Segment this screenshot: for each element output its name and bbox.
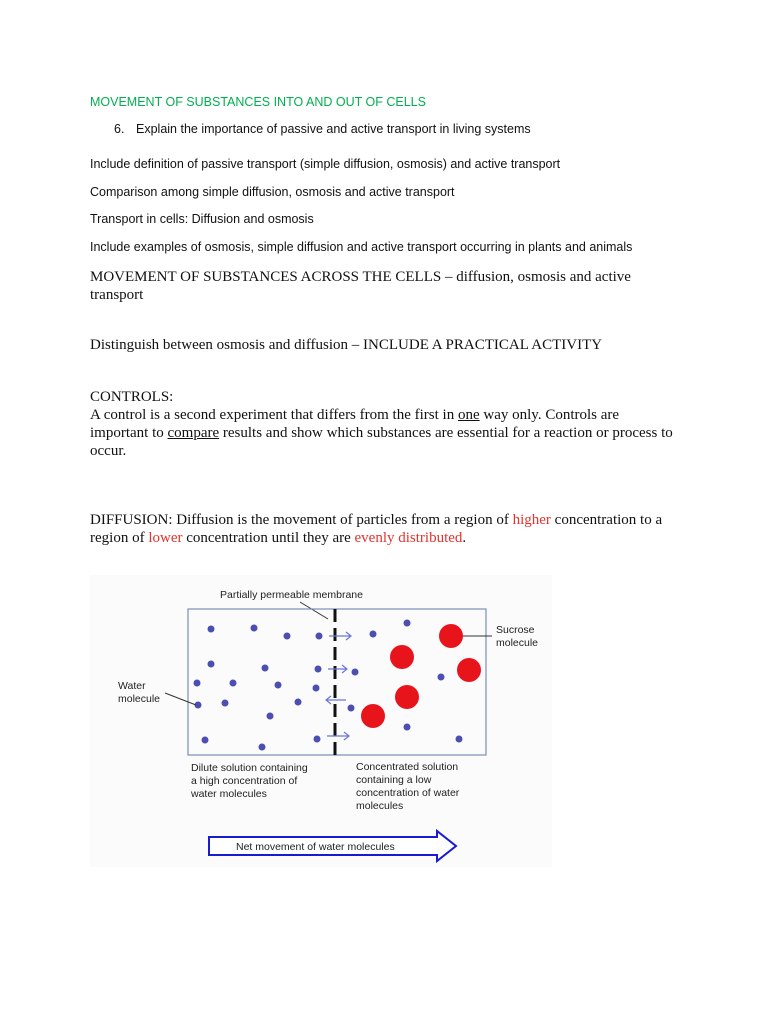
controls-text: way only. Controls are [479, 407, 620, 423]
question-text: Explain the importance of passive and active transport in living systems [136, 122, 531, 136]
water-molecule [251, 625, 258, 632]
water-molecule [222, 700, 229, 707]
water-molecule [404, 620, 411, 627]
diffusion-text: concentration to a [550, 512, 663, 528]
controls-text: A control is a second experiment that differs from the first in [90, 407, 458, 423]
water-molecule [348, 705, 355, 712]
water-molecule [194, 680, 201, 687]
diffusion-text: region of [90, 530, 149, 546]
controls-text: important to [90, 425, 168, 441]
sucrose-molecule [457, 658, 481, 682]
water-molecule [352, 669, 359, 676]
bullet-examples: Include examples of osmosis, simple diffusion and active transport occurring in plants and animals [90, 240, 633, 254]
water-molecule [313, 685, 320, 692]
water-molecule [316, 633, 323, 640]
diffusion-line2 [90, 529, 466, 547]
water-molecule [262, 665, 269, 672]
dilute-label-line1: Dilute solution containing [191, 762, 308, 774]
sucrose-molecule [361, 704, 385, 728]
water-molecule [267, 713, 274, 720]
controls-line2 [90, 424, 673, 442]
water-label-line2: molecule [118, 693, 161, 705]
controls-text: results and show which substances are essential for a reaction or process to [219, 425, 673, 441]
water-molecule [370, 631, 377, 638]
controls-line3: occur. [90, 443, 127, 459]
diffusion-text: concentration until they are [182, 530, 355, 546]
water-molecule [208, 626, 215, 633]
water-molecule [284, 633, 291, 640]
sucrose-molecule [439, 624, 463, 648]
sucrose-molecule [395, 685, 419, 709]
distinguish-line: Distinguish between osmosis and diffusion – INCLUDE A PRACTICAL ACTIVITY [90, 337, 603, 353]
question-6 [114, 122, 531, 136]
question-number: 6. [114, 122, 125, 136]
section-heading-line1: MOVEMENT OF SUBSTANCES ACROSS THE CELLS – diffusion, osmosis and active [90, 269, 631, 285]
net-movement-label: Net movement of water molecules [236, 841, 395, 853]
diffusion-higher: higher [512, 512, 551, 528]
page-heading: MOVEMENT OF SUBSTANCES INTO AND OUT OF CELLS [90, 95, 426, 109]
concentrated-label-line1: Concentrated solution [356, 761, 459, 773]
water-molecule [438, 674, 445, 681]
sucrose-label-line1: Sucrose [496, 624, 535, 636]
water-molecule [314, 736, 321, 743]
water-molecule [259, 744, 266, 751]
bullet-comparison: Comparison among simple diffusion, osmosis and active transport [90, 185, 455, 199]
bullet-transport-in-cells: Transport in cells: Diffusion and osmosis [90, 212, 314, 226]
water-molecule [404, 724, 411, 731]
diffusion-text: DIFFUSION: Diffusion is the movement of particles from a region of [90, 512, 513, 528]
water-molecule [456, 736, 463, 743]
bullet-definition: Include definition of passive transport (simple diffusion, osmosis) and active transport [90, 157, 561, 171]
water-molecule [275, 682, 282, 689]
diffusion-evenly-distributed: evenly distributed [354, 530, 463, 546]
water-molecule [315, 666, 322, 673]
controls-line1 [90, 406, 619, 424]
diffusion-line1 [90, 511, 662, 529]
osmosis-diagram [90, 575, 552, 867]
dilute-label-line2: a high concentration of [191, 775, 298, 787]
water-molecule [202, 737, 209, 744]
diffusion-text: . [462, 530, 467, 546]
diagram-background [90, 575, 552, 867]
controls-underline-one: one [457, 407, 480, 423]
diffusion-lower: lower [148, 530, 183, 546]
water-label-line1: Water [118, 680, 146, 692]
section-heading-line2: transport [90, 287, 144, 303]
water-molecule [295, 699, 302, 706]
concentrated-label-line3: concentration of water [356, 787, 460, 799]
dilute-label-line3: water molecules [191, 788, 267, 800]
water-molecule [230, 680, 237, 687]
sucrose-label-line2: molecule [496, 637, 539, 649]
controls-underline-compare: compare [167, 425, 220, 441]
concentrated-label-line2: containing a low [356, 774, 432, 786]
concentrated-label-line4: molecules [356, 800, 404, 812]
water-molecule [208, 661, 215, 668]
membrane-label: Partially permeable membrane [220, 589, 363, 601]
controls-heading: CONTROLS: [90, 389, 174, 405]
sucrose-molecule [390, 645, 414, 669]
